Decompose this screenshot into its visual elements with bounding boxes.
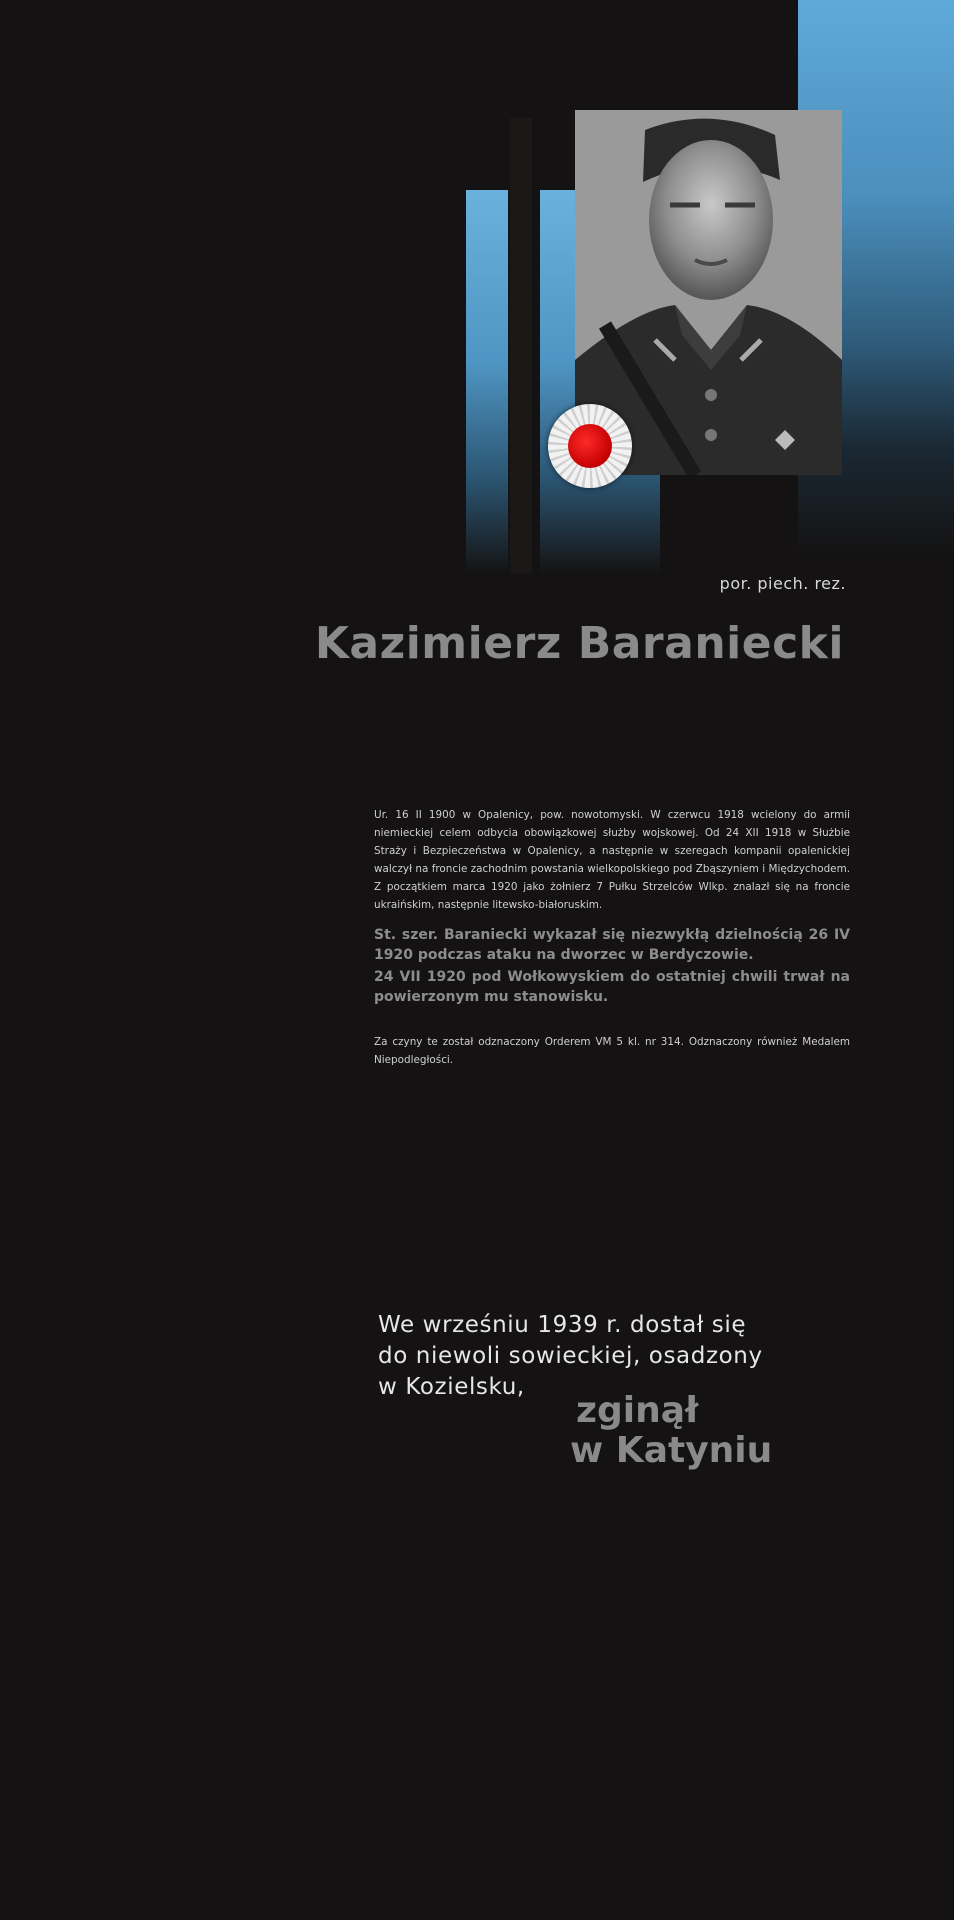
biography-paragraph-2 (374, 925, 850, 1007)
death-text-1: zginął (576, 1390, 699, 1431)
military-rank: por. piech. rez. (719, 574, 846, 593)
decorative-dark-bar (510, 118, 532, 573)
biography-paragraph-2a: St. szer. Baraniecki wykazał się niezwykłą dzielnością 26 IV 1920 podczas ataku na dworzec w Berdyczowie. (374, 927, 850, 963)
cockade-red-center (568, 424, 612, 468)
decorative-blue-stripe-left (466, 190, 508, 575)
fate-line-3: w Kozielsku, (378, 1374, 525, 1400)
biography-paragraph-3: Za czyny te został odznaczony Orderem VM 5 kl. nr 314. Odznaczony również Medalem Niepodległości. (374, 1036, 850, 1066)
death-text-2: w Katyniu (570, 1430, 773, 1471)
fate-line-1: We wrześniu 1939 r. dostał się (378, 1312, 747, 1338)
biography-paragraph-1: Ur. 16 II 1900 w Opalenicy, pow. nowotomyski. W czerwcu 1918 wcielony do armii niemieckiej celem odbycia obowiązkowej służby wojskowej. Od 24 XII 1918 w Służbie Straży i Bezpieczeństwa w Opalenicy, a następnie w szeregach kompanii opalenickiej walczył na froncie zachodnim powstania wielkopolskiego pod Zbąszyniem i Międzychodem. Z początkiem marca 1920 jako żołnierz 7 Pułku Strzelców Wlkp. znalazł się na froncie ukraińskim, następnie litewsko-białoruskim. (374, 809, 850, 911)
polish-cockade-icon (548, 404, 632, 488)
fate-line-2: do niewoli sowieckiej, osadzony (378, 1343, 763, 1369)
person-name: Kazimierz Baraniecki (314, 618, 844, 669)
biography-paragraph-2b: 24 VII 1920 pod Wołkowyskiem do ostatniej chwili trwał na powierzonym mu stanowisku. (374, 969, 850, 1005)
